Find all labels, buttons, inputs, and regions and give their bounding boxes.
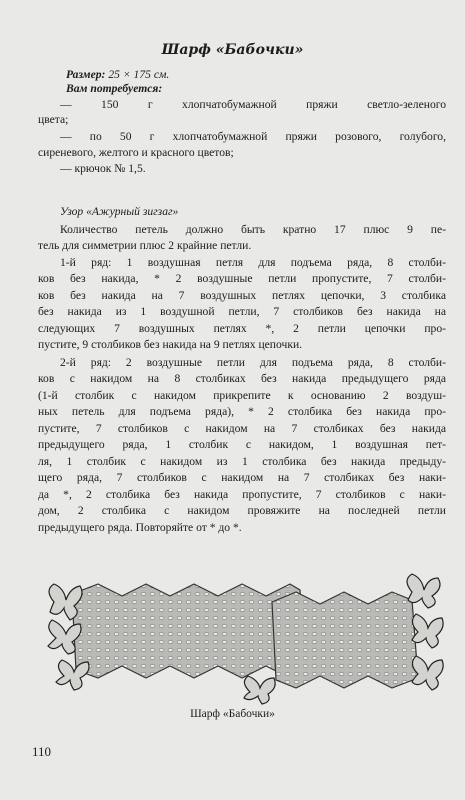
size-label: Размер: xyxy=(66,68,106,81)
pattern-title: Узор «Ажурный зигзаг» xyxy=(60,205,179,218)
butterfly-icon xyxy=(244,676,275,704)
paragraph-line: без накида из 1 воздушной петли, 7 столбиков без накида на xyxy=(38,305,446,318)
paragraph-line: щего ряда, 7 столбиков с накидом на 7 столбиках без нaки- xyxy=(38,471,446,484)
paragraph-line: Количество петель должно быть кратно 17 плюс 9 пе- xyxy=(60,223,446,236)
page-title: Шарф «Бабочки» xyxy=(161,42,304,58)
paragraph-line: ков без накида на 7 воздушных петлях цепочки, 3 столбика xyxy=(38,289,446,302)
paragraph-line: пустите, 9 столбиков без накида на 9 петлях цепочки. xyxy=(38,338,303,351)
butterfly-icon xyxy=(412,656,443,690)
size-value: 25 × 175 см. xyxy=(105,68,170,81)
paragraph-line: следующих 7 воздушных петлях *, 2 петли цепочки про- xyxy=(38,322,446,335)
paragraph-line: пустите, 7 столбиков с накидом на 7 столбиках без накида xyxy=(38,422,446,435)
material-line: сиреневого, желтого и красного цветов; xyxy=(38,146,234,159)
butterfly-icon xyxy=(412,614,443,648)
paragraph-line: (1-й столбик с накидом прикрепите к основанию 2 воздуш- xyxy=(38,389,446,402)
paragraph-line: тель для симметрии плюс 2 крайние петли. xyxy=(38,239,252,252)
material-line: — крючок № 1,5. xyxy=(60,162,146,175)
need-label: Вам потребуется: xyxy=(66,82,163,95)
material-line: — по 50 г хлопчатобумажной пряжи розового, голубого, xyxy=(60,130,446,143)
paragraph-line: дом, 2 столбика с накидом провяжите на последней петли xyxy=(38,504,446,517)
page-number: 110 xyxy=(32,744,52,759)
paragraph-line: ков с накидом на 8 столбиках без накида предыдущего ряда xyxy=(38,372,446,385)
paragraph-line: предыдущего ряда, 1 столбик с накидом, 1 воздушная пет- xyxy=(38,438,446,451)
paragraph-line: ных петель для подъема ряда), * 2 столбика без накида про- xyxy=(38,405,446,418)
butterfly-icon xyxy=(407,574,440,608)
butterfly-icon xyxy=(56,660,89,690)
paragraph-line: да *, 2 столбика без накида пропустите, 7 столбиков с наки- xyxy=(38,488,446,501)
paragraph-line: предыдущего ряда. Повторяйте от * до *. xyxy=(38,521,242,534)
scarf-illustration xyxy=(40,566,450,706)
paragraph-line: ков без накида, * 2 воздушные петли пропустите, 7 столби- xyxy=(38,272,446,285)
paragraph-line: 1-й ряд: 1 воздушная петля для подъема ряда, 8 столби- xyxy=(60,256,446,269)
material-line: цвета; xyxy=(38,113,69,126)
scarf-right-panel xyxy=(272,592,418,688)
figure-caption: Шарф «Бабочки» xyxy=(190,708,275,720)
paragraph-line: ля, 1 столбик с накидом из 1 столбика без накида предыду- xyxy=(38,455,446,468)
paragraph-line: 2-й ряд: 2 воздушные петли для подъема ряда, 8 столби- xyxy=(60,356,446,369)
butterfly-icon xyxy=(49,584,82,620)
scarf-left-panel xyxy=(72,584,304,678)
size-line xyxy=(66,68,169,82)
material-line: — 150 г хлопчатобумажной пряжи светло-зеленого xyxy=(60,98,446,111)
